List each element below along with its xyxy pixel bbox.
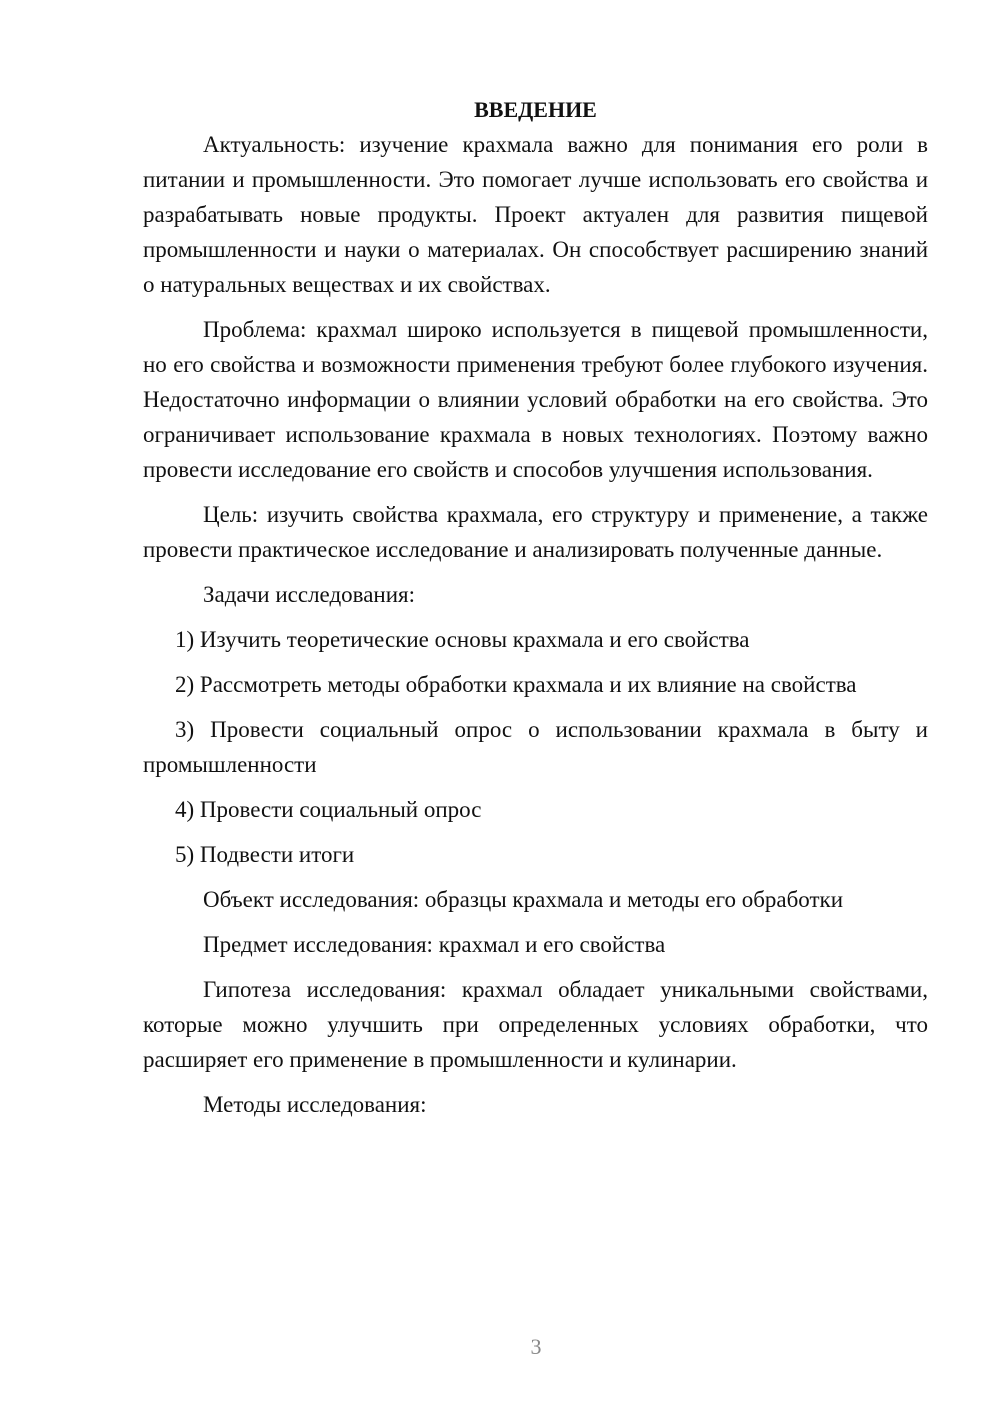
subject-paragraph: Предмет исследования: крахмал и его свойства — [203, 932, 666, 957]
page-title: ВВЕДЕНИЕ — [474, 97, 597, 122]
relevance-paragraph: Актуальность: изучение крахмала важно для понимания его роли в питании и промышленности. Это помогает лучше использовать его свойства и разрабатывать новые продукты. Проект актуален для развития пищевой промышленности и науки о материалах. Он способствует расширению знаний о натуральных веществах и их свойствах. — [143, 132, 928, 297]
page-number: 3 — [530, 1334, 542, 1359]
goal-paragraph: Цель: изучить свойства крахмала, его структуру и применение, а также провести практическое исследование и анализировать полученные данные. — [143, 502, 928, 562]
object-paragraph: Объект исследования: образцы крахмала и методы его обработки — [203, 887, 844, 912]
document-body — [143, 93, 928, 1132]
task-item-4: 4) Провести социальный опрос — [175, 797, 482, 822]
methods-heading: Методы исследования: — [203, 1092, 427, 1117]
problem-paragraph: Проблема: крахмал широко используется в пищевой промышленности, но его свойства и возможности применения требуют более глубокого изучения. Недостаточно информации о влиянии условий обработки на его свойства. Это ограничивает использование крахмала в новых технологиях. Поэтому важно провести исследование его свойств и способов улучшения использования. — [143, 317, 928, 482]
task-item-1: 1) Изучить теоретические основы крахмала и его свойства — [175, 627, 750, 652]
tasks-heading: Задачи исследования: — [203, 582, 416, 607]
task-item-3: 3) Провести социальный опрос о использовании крахмала в быту и промышленности — [143, 717, 928, 777]
hypothesis-paragraph: Гипотеза исследования: крахмал обладает уникальными свойствами, которые можно улучшить при определенных условиях обработки, что расширяет его применение в промышленности и кулинарии. — [143, 977, 928, 1072]
task-item-2: 2) Рассмотреть методы обработки крахмала и их влияние на свойства — [175, 672, 857, 697]
task-item-5: 5) Подвести итоги — [175, 842, 355, 867]
